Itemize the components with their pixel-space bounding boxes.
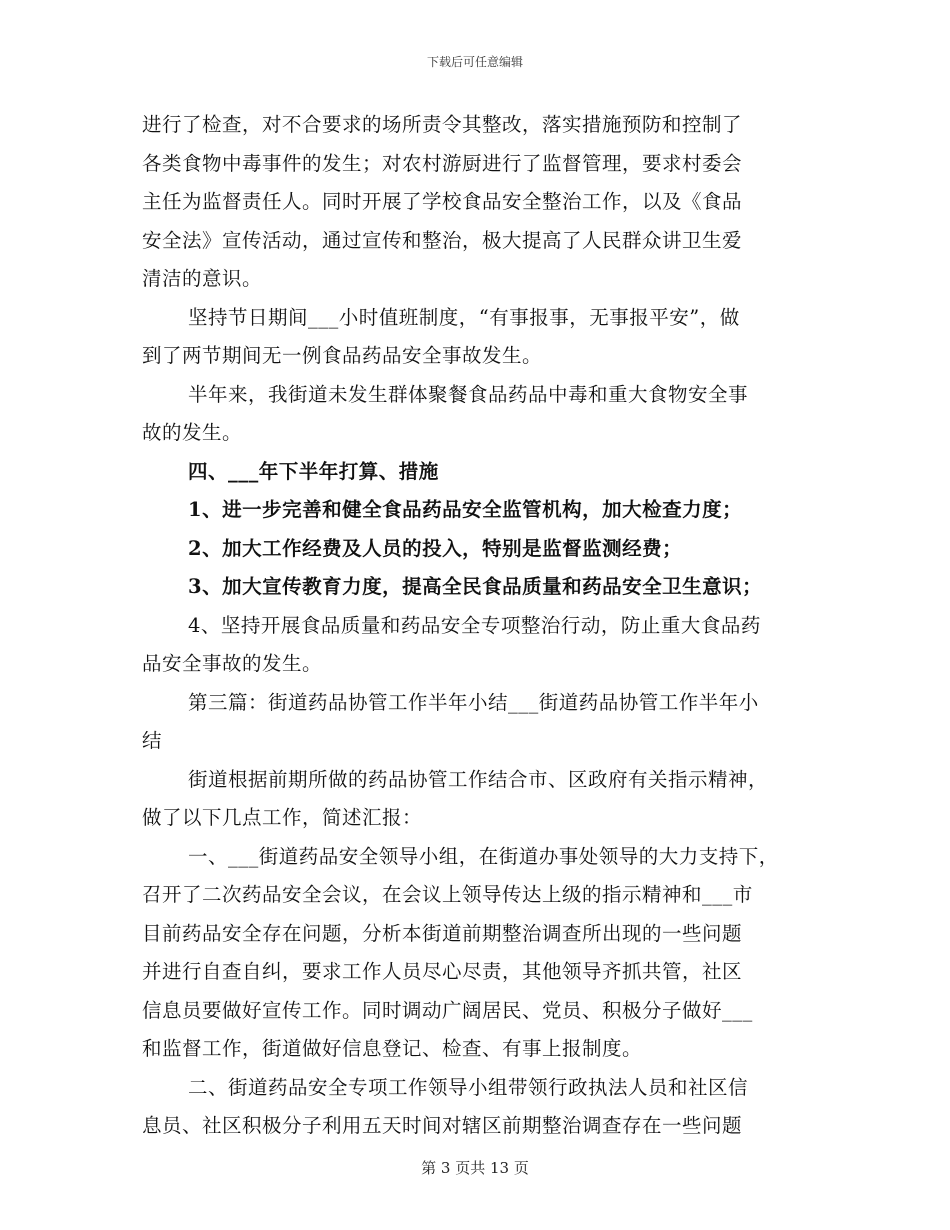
chapter-title: 结 (142, 729, 163, 752)
section-heading: 四、___年下半年打算、措施 (188, 459, 439, 483)
text-line: 街道根据前期所做的药品协管工作结合市、区政府有关指示精神， (188, 767, 769, 791)
text-line: 并进行自查自纠，要求工作人员尽心尽责，其他领导齐抓共管，社区 (142, 960, 743, 983)
text-line: 清洁的意识。 (142, 267, 263, 290)
text-line: 各类食物中毒事件的发生；对农村游厨进行了监督管理，要求村委会 (142, 151, 743, 175)
text-line: 主任为监督责任人。同时开展了学校食品安全整治工作，以及《食品 (142, 190, 743, 213)
plan-item: 4、坚持开展食品质量和药品安全专项整治行动，防止重大食品药 (188, 613, 761, 637)
text-line: 召开了二次药品安全会议，在会议上领导传达上级的指示精神和___市 (142, 883, 753, 906)
text-line: 息员、社区积极分子利用五天时间对辖区前期整治调查存在一些问题 (142, 1114, 743, 1137)
text-line: 进行了检查，对不合要求的场所责令其整改，落实措施预防和控制了 (142, 113, 743, 136)
text-line: 一、___街道药品安全领导小组，在街道办事处领导的大力支持下， (188, 844, 779, 868)
plan-item: 2、加大工作经费及人员的投入，特别是监督监测经费； (188, 536, 683, 560)
text-line: 安全法》宣传活动，通过宣传和整治，极大提高了人民群众讲卫生爱 (142, 228, 743, 252)
text-line: 半年来，我街道未发生群体聚餐食品药品中毒和重大食物安全事 (188, 382, 749, 406)
text-line: 到了两节期间无一例食品药品安全事故发生。 (142, 344, 543, 367)
text-line: 和监督工作，街道做好信息登记、检查、有事上报制度。 (142, 1037, 643, 1060)
text-line: 目前药品安全存在问题，分析本街道前期整治调查所出现的一些问题 (142, 921, 743, 945)
page-header-note: 下载后可任意编辑 (426, 55, 523, 69)
text-line: 二、街道药品安全专项工作领导小组带领行政执法人员和社区信 (188, 1075, 749, 1099)
plan-item: 3、加大宣传教育力度，提高全民食品质量和药品安全卫生意识； (188, 575, 763, 598)
text-line: 坚持节日期间___小时值班制度，“有事报事，无事报平安”，做 (188, 305, 740, 329)
text-line: 信息员要做好宣传工作。同时调动广阔居民、党员、积极分子做好___ (142, 998, 753, 1022)
text-line: 品安全事故的发生。 (142, 652, 323, 675)
text-line: 故的发生。 (142, 421, 243, 444)
document-body (142, 106, 812, 1146)
plan-item: 1、进一步完善和健全食品药品安全监管机构，加大检查力度； (188, 498, 743, 521)
page-number: 第 3 页共 13 页 (421, 1159, 529, 1177)
chapter-title: 第三篇：街道药品协管工作半年小结___街道药品协管工作半年小 (188, 690, 759, 714)
text-line: 做了以下几点工作，简述汇报： (142, 806, 423, 829)
